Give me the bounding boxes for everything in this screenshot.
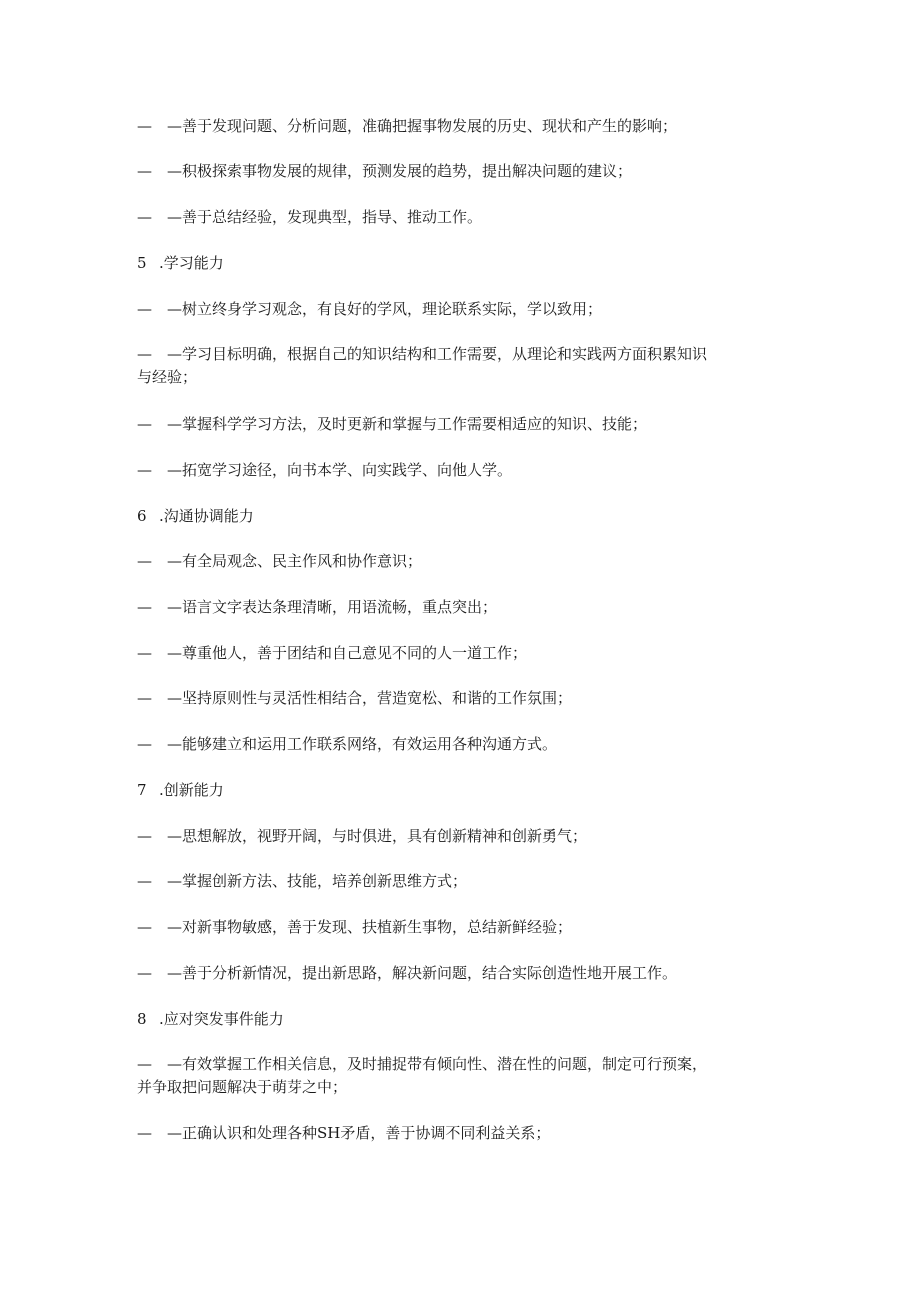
list-item-text: —语言文字表达条理清晰，用语流畅，重点突出； [167,598,498,616]
dash-marker: — [137,918,152,936]
list-item-text: —积极探索事物发展的规律，预测发展的趋势，提出解决问题的建议； [167,162,633,180]
list-item [137,160,787,182]
list-item-text: —善于发现问题、分析问题，准确把握事物发展的历史、现状和产生的影响； [167,117,678,135]
list-item-text: —有全局观念、民主作风和协作意识； [167,552,423,570]
list-item [137,459,787,481]
list-item [137,642,787,664]
list-item-continuation [137,366,787,388]
list-item-text-continued: 并争取把问题解决于萌芽之中； [137,1078,348,1096]
list-item [137,343,787,365]
dash-marker: — [137,827,152,845]
dash-marker: — [137,964,152,982]
list-item-text: —善于总结经验，发现典型，指导、推动工作。 [167,208,483,226]
dash-marker: — [137,1124,152,1142]
list-item [137,870,787,892]
list-item-text: —尊重他人，善于团结和自己意见不同的人一道工作； [167,644,528,662]
list-item [137,962,787,984]
dash-marker: — [137,208,152,226]
list-item [137,1122,787,1144]
list-item-continuation [137,1076,787,1098]
dash-marker: — [137,345,152,363]
section-heading [137,1008,787,1030]
list-item [137,115,787,137]
list-item-text: —拓宽学习途径，向书本学、向实践学、向他人学。 [167,461,513,479]
dash-marker: — [137,644,152,662]
list-item [137,596,787,618]
section-number: 7 [137,781,147,799]
list-item-text: —学习目标明确，根据自己的知识结构和工作需要，从理论和实践两方面积累知识 [167,345,708,363]
dash-marker: — [137,162,152,180]
list-item [137,1053,787,1075]
section-heading [137,779,787,801]
dash-marker: — [137,300,152,318]
section-number: 6 [137,507,147,525]
section-number: 5 [137,254,147,272]
section-title: .应对突发事件能力 [159,1010,284,1028]
dash-marker: — [137,598,152,616]
section-title: .学习能力 [159,254,224,272]
dash-marker: — [137,1055,152,1073]
list-item-text: —能够建立和运用工作联系网络，有效运用各种沟通方式。 [167,735,558,753]
dash-marker: — [137,689,152,707]
list-item-text: —掌握创新方法、技能，培养创新思维方式； [167,872,468,890]
list-item-text: —善于分析新情况，提出新思路，解决新问题，结合实际创造性地开展工作。 [167,964,678,982]
dash-marker: — [137,735,152,753]
section-heading [137,505,787,527]
list-item [137,550,787,572]
list-item-text: —树立终身学习观念，有良好的学风，理论联系实际，学以致用； [167,300,603,318]
list-item [137,206,787,228]
section-title: .沟通协调能力 [159,507,254,525]
dash-marker: — [137,872,152,890]
dash-marker: — [137,552,152,570]
section-number: 8 [137,1010,147,1028]
list-item [137,825,787,847]
dash-marker: — [137,415,152,433]
section-heading [137,252,787,274]
list-item-text: —坚持原则性与灵活性相结合，营造宽松、和谐的工作氛围； [167,689,573,707]
list-item-text: —思想解放，视野开阔，与时俱进，具有创新精神和创新勇气； [167,827,588,845]
list-item-text: —对新事物敏感，善于发现、扶植新生事物，总结新鲜经验； [167,918,573,936]
section-title: .创新能力 [159,781,224,799]
list-item [137,413,787,435]
dash-marker: — [137,461,152,479]
list-item [137,733,787,755]
list-item-text: —正确认识和处理各种SH矛盾，善于协调不同利益关系； [167,1124,551,1142]
list-item [137,298,787,320]
list-item [137,916,787,938]
list-item [137,687,787,709]
list-item-text-continued: 与经验； [137,368,198,386]
dash-marker: — [137,117,152,135]
list-item-text: —有效掌握工作相关信息，及时捕捉带有倾向性、潜在性的问题，制定可行预案， [167,1055,708,1073]
list-item-text: —掌握科学学习方法，及时更新和掌握与工作需要相适应的知识、技能； [167,415,648,433]
